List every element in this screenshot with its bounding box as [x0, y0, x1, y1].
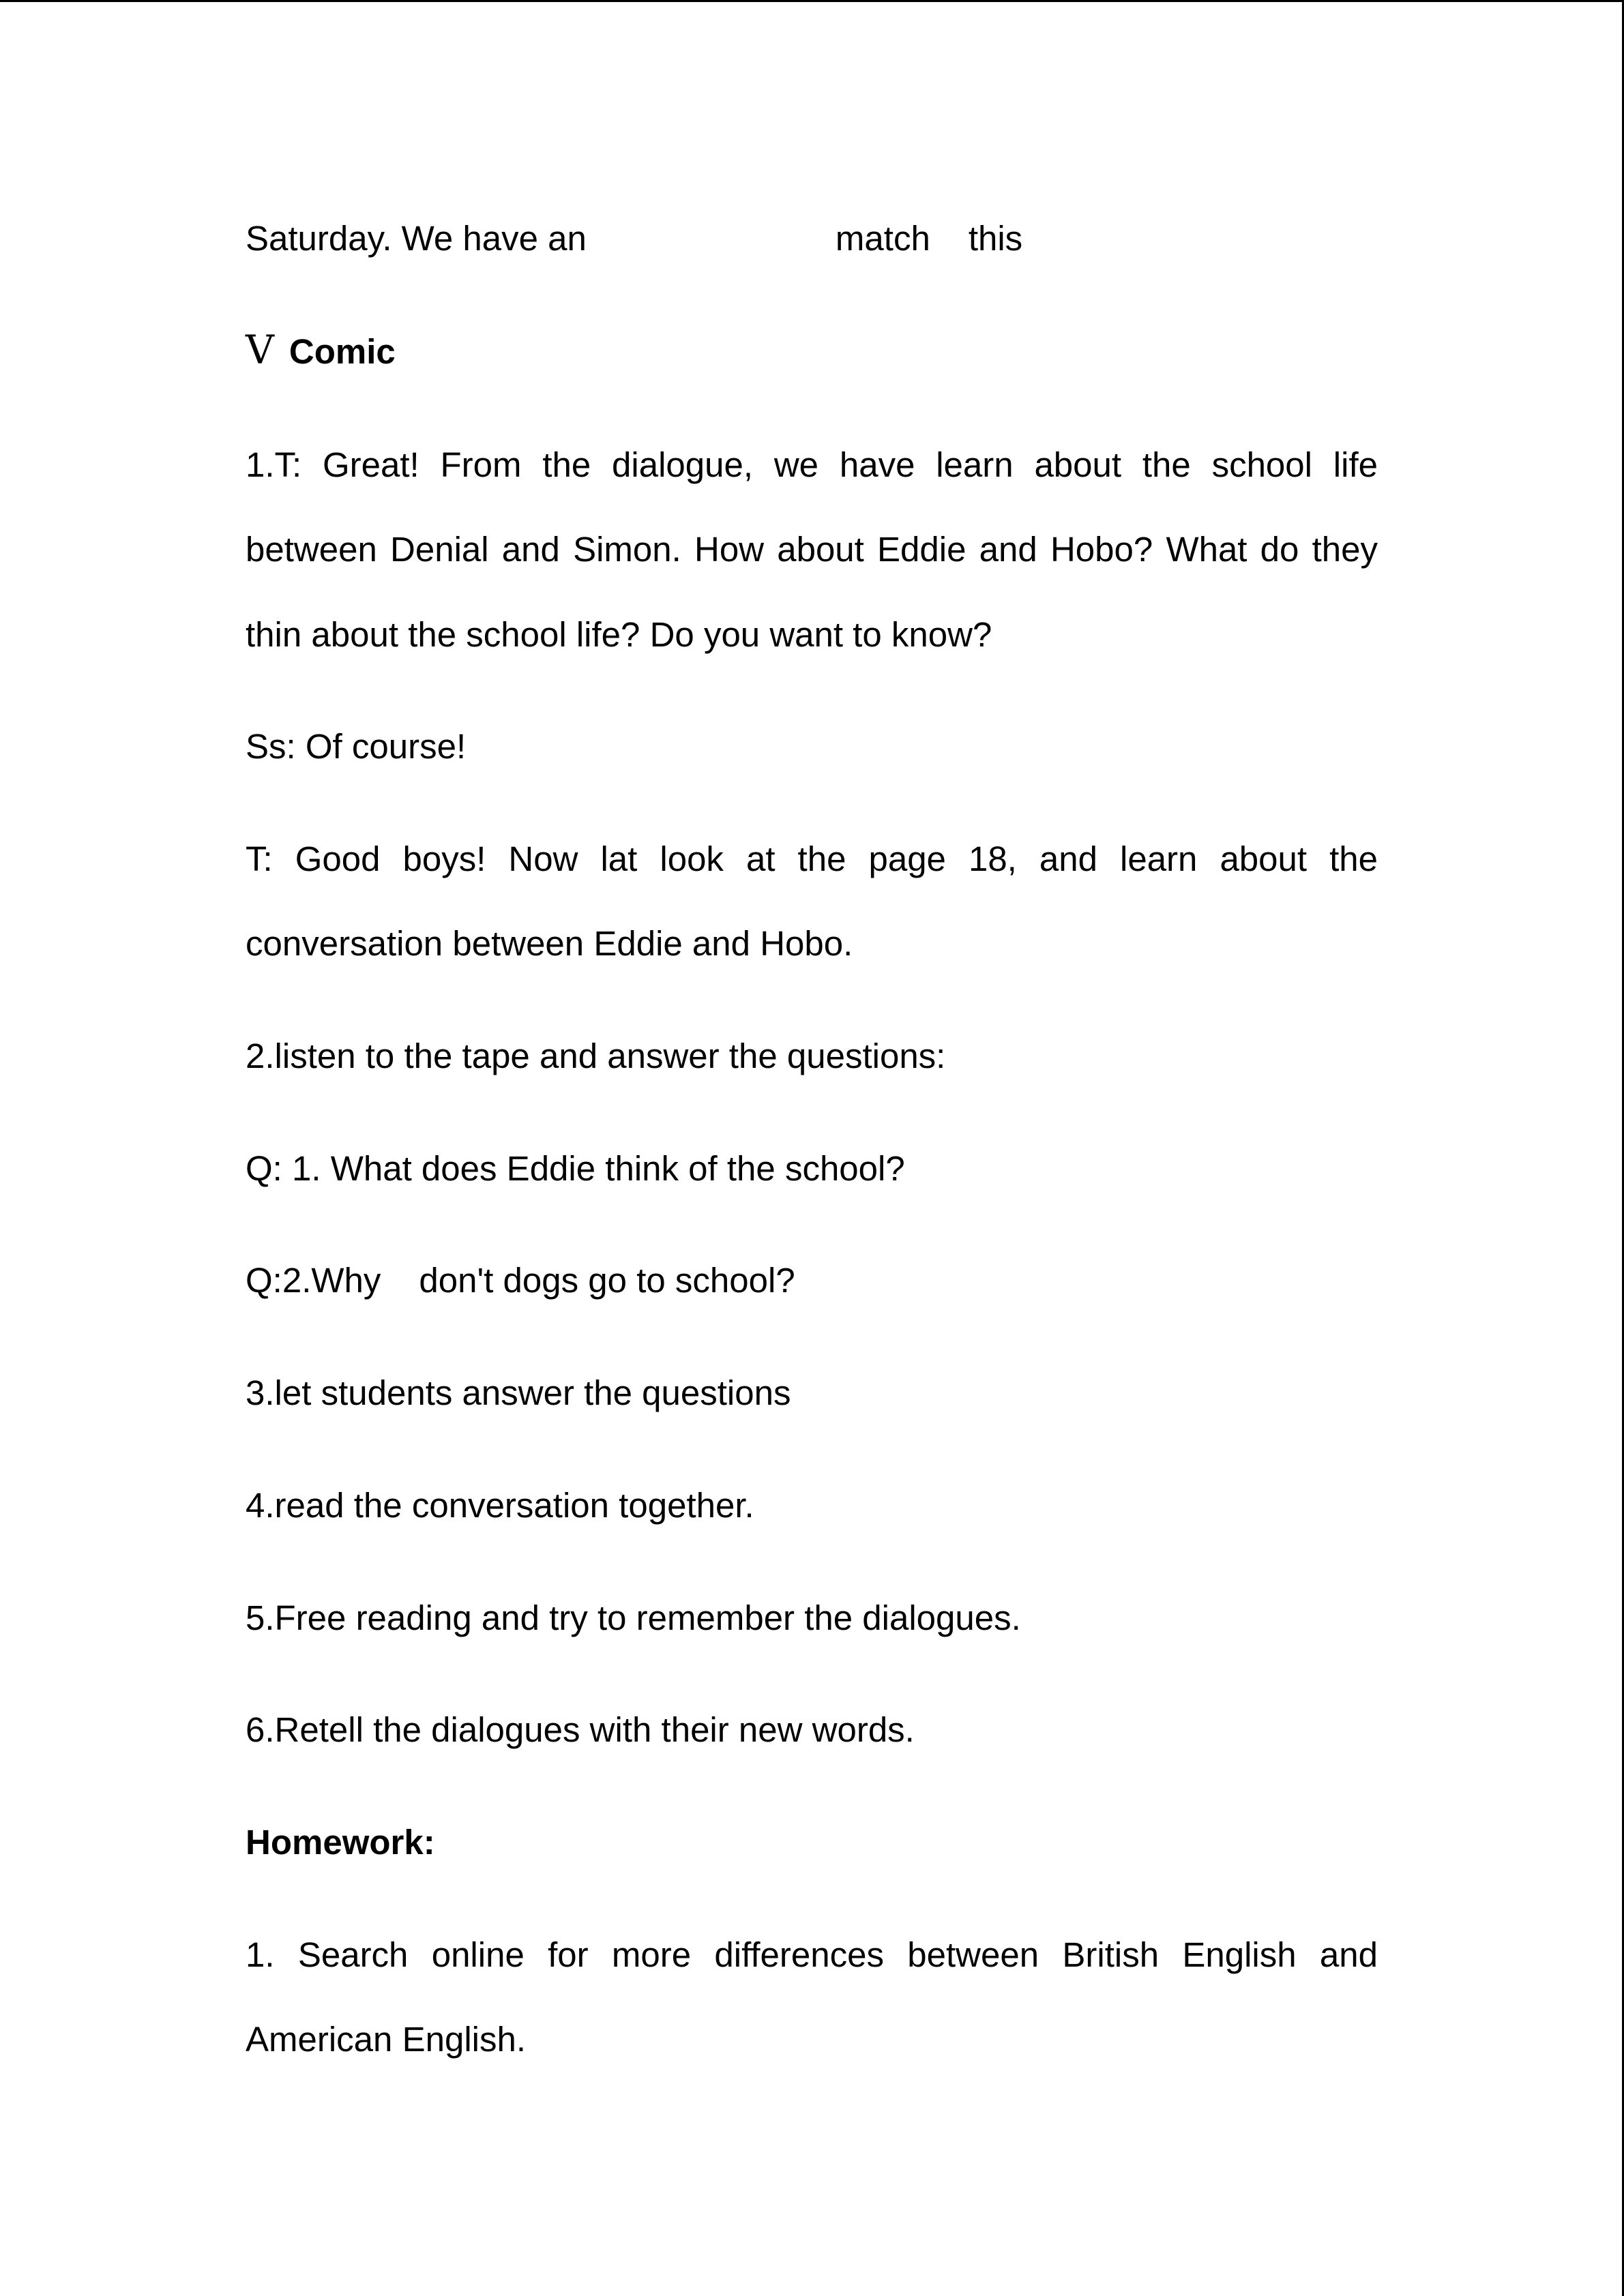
question-2-part-2: don't dogs go to school?	[419, 1261, 795, 1300]
paragraph-1-line-3: thin about the school life? Do you want to know?	[246, 615, 992, 654]
section-numeral: Ⅴ	[246, 328, 274, 372]
section-title: Comic	[289, 332, 396, 371]
paragraph-2-line-1: T: Good boys! Now lat look at the page 18, and learn about the	[246, 839, 1378, 878]
paragraph-1-line-2: between Denial and Simon. How about Eddie and Hobo? What do they	[246, 530, 1378, 569]
intro-part-1: Saturday. We have an	[246, 219, 587, 258]
paragraph-2-line-2: conversation between Eddie and Hobo.	[246, 924, 853, 963]
intro-part-2: match	[835, 219, 930, 258]
students-response: Ss: Of course!	[246, 727, 467, 766]
homework-item-1-line-2: American English.	[246, 2020, 527, 2059]
question-2	[246, 1260, 1378, 1301]
step-3: 3.let students answer the questions	[246, 1373, 791, 1412]
page-top-border	[0, 0, 1624, 2]
step-4: 4.read the conversation together.	[246, 1486, 754, 1525]
paragraph-1-line-1: 1.T: Great! From the dialogue, we have learn about the school life	[246, 445, 1378, 484]
homework-heading: Homework:	[246, 1823, 435, 1862]
step-6: 6.Retell the dialogues with their new words.	[246, 1710, 915, 1749]
step-2: 2.listen to the tape and answer the questions:	[246, 1037, 946, 1075]
homework-item-1-line-1: 1. Search online for more differences between British English and	[246, 1935, 1378, 1974]
intro-part-3: this	[968, 219, 1023, 258]
question-2-part-1: Q:2.Why	[246, 1261, 381, 1300]
intro-line	[246, 218, 1378, 259]
section-heading	[246, 330, 1378, 372]
question-1: Q: 1. What does Eddie think of the school?	[246, 1149, 905, 1188]
step-5: 5.Free reading and try to remember the dialogues.	[246, 1598, 1021, 1637]
